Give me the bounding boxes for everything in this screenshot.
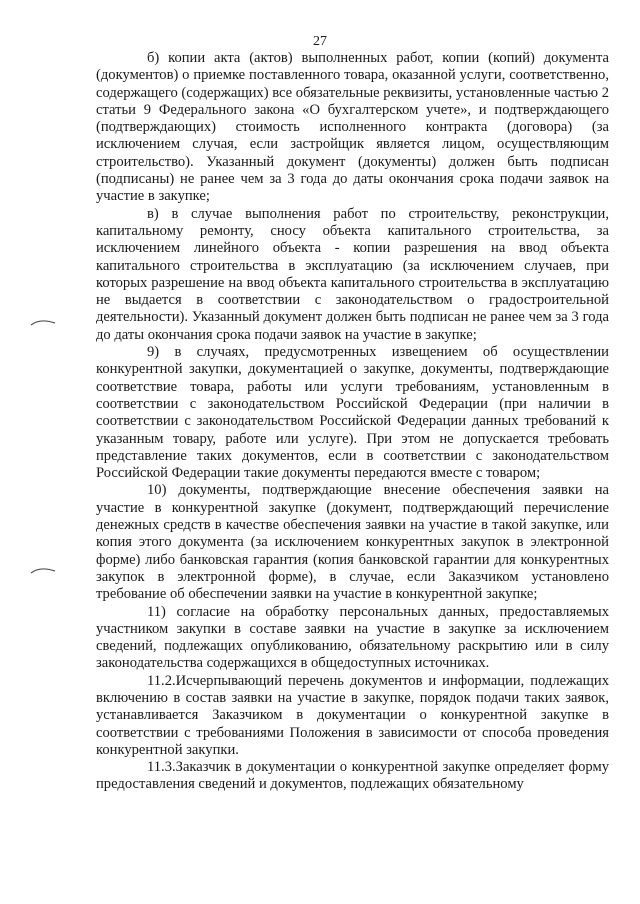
paragraph-11-3-form-of-submission: 11.3.Заказчик в документации о конкурентной закупке определяет форму предоставления сведений и документов, подлежащих обязательному	[96, 759, 609, 793]
margin-mark	[30, 318, 56, 326]
paragraph-v-construction-permit: в) в случае выполнения работ по строительству, реконструкции, капитальному ремонту, сносу объекта капитального строительства, за исключением линейного объекта - копии разрешения на ввод объекта капитального строительства в эксплуатацию (за исключением случаев, при которых разрешение на ввод объекта капитального строительства в эксплуатацию не выдается в соответствии с законодательством о градостроительной деятельности). Указанный документ должен быть подписан не ранее чем за 3 года до даты окончания срока подачи заявок на участие в закупке;	[96, 205, 609, 343]
paragraph-9-conformity-documents: 9) в случаях, предусмотренных извещением об осуществлении конкурентной закупки, документацией о закупке, документы, подтверждающие соответствие товара, работы или услуги требованиям, установленным в соответствии с законодательством Российской Федерации (при наличии в соответствии с законодательством Российской Федерации данных требований к указанным товару, работе или услуге). При этом не допускается требовать представление таких документов, если в соответствии с законодательством Российской Федерации такие документы передаются вместе с товаром;	[96, 344, 609, 482]
paragraph-11-2-document-list: 11.2.Исчерпывающий перечень документов и информации, подлежащих включению в состав заявки на участие в закупке, порядок подачи таких заявок, устанавливается Заказчиком в документации о конкурентной закупке в соответствии с требованиями Положения в зависимости от способа проведения конкурентной закупки.	[96, 672, 609, 758]
margin-mark	[30, 566, 56, 574]
page-number: 27	[313, 34, 327, 49]
paragraph-11-personal-data-consent: 11) согласие на обработку персональных данных, предоставляемых участником закупки в составе заявки на участие в закупке за исключением сведений, подлежащих опубликованию, обязательному раскрытию или в силу законодательства содержащихся в общедоступных источниках.	[96, 603, 609, 672]
document-body	[96, 50, 609, 794]
paragraph-b-act-copies: б) копии акта (актов) выполненных работ, копии (копий) документа (документов) о приемке поставленного товара, оказанной услуги, соответственно, содержащего (содержащих) все обязательные реквизиты, установленные частью 2 статьи 9 Федерального закона «О бухгалтерском учете», и подтверждающего (подтверждающих) стоимость исполненного контракта (договора) (за исключением случая, если застройщик является лицом, осуществляющим строительство). Указанный документ (документы) должен быть подписан (подписаны) не ранее чем за 3 года до даты окончания срока подачи заявок на участие в закупке;	[96, 50, 609, 205]
paragraph-10-bid-security: 10) документы, подтверждающие внесение обеспечения заявки на участие в конкурентной закупке (документ, подтверждающий перечисление денежных средств в качестве обеспечения заявки на участие в такой закупке, или копия этого документа (за исключением конкурентных закупок в электронной форме) либо банковская гарантия (копия банковской гарантии для конкурентных закупок в электронной форме), в случае, если Заказчиком установлено требование об обеспечении заявки на участие в конкурентной закупке;	[96, 482, 609, 603]
